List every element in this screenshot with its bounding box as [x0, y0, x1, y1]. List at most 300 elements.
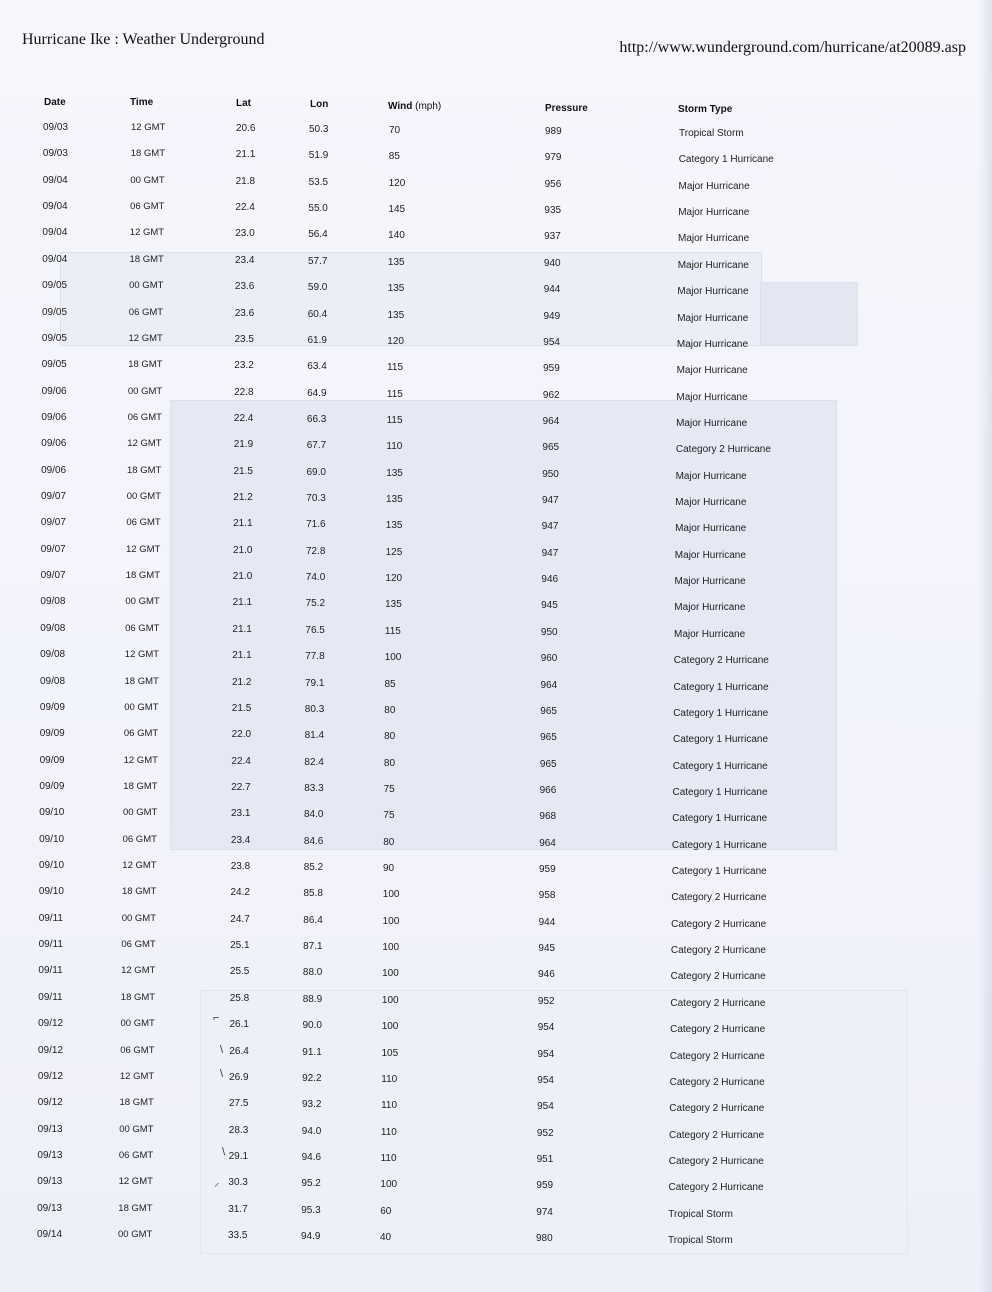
- cell-lat: 21.2: [233, 492, 253, 503]
- column-header-pressure: Pressure: [545, 103, 588, 114]
- cell-date: 09/06: [41, 411, 67, 423]
- cell-time: 06 GMT: [127, 411, 162, 423]
- cell-date: 09/11: [38, 912, 63, 924]
- cell-date: 09/11: [38, 965, 63, 977]
- cell-lat: 27.5: [229, 1098, 249, 1110]
- cell-lat: 21.9: [233, 439, 254, 451]
- cell-press: 962: [542, 389, 560, 401]
- cell-press: 965: [540, 705, 557, 717]
- cell-date: 09/08: [40, 649, 66, 661]
- cell-lon: 55.0: [308, 203, 328, 215]
- cell-press: 964: [542, 415, 560, 427]
- cell-wind: 75: [383, 783, 395, 795]
- cell-date: 09/08: [40, 675, 66, 687]
- cell-type: Major Hurricane: [678, 207, 750, 219]
- cell-time: 06 GMT: [120, 1044, 155, 1056]
- cell-wind: 135: [385, 520, 403, 532]
- cell-lon: 71.6: [306, 519, 326, 531]
- cell-time: 12 GMT: [129, 227, 165, 239]
- cell-press: 952: [537, 995, 555, 1007]
- cell-date: 09/12: [38, 1018, 64, 1030]
- column-header-storm-type: Storm Type: [678, 104, 733, 115]
- cell-wind: 135: [385, 599, 402, 611]
- cell-wind: 105: [381, 1047, 399, 1059]
- cell-type: Tropical Storm: [679, 128, 744, 139]
- cell-date: 09/13: [37, 1123, 63, 1135]
- cell-press: 946: [538, 969, 555, 981]
- cell-press: 954: [537, 1048, 555, 1060]
- cell-type: Category 2 Hurricane: [669, 1103, 765, 1115]
- cell-press: 954: [543, 336, 560, 348]
- cell-press: 950: [540, 626, 558, 638]
- cell-type: Category 1 Hurricane: [672, 786, 768, 798]
- bleed-through-banner: [60, 252, 762, 346]
- cell-time: 06 GMT: [130, 201, 165, 213]
- cell-time: 00 GMT: [120, 1018, 155, 1030]
- cell-lat: 21.2: [232, 676, 252, 688]
- cell-date: 09/09: [39, 728, 65, 740]
- cell-lat: 21.5: [231, 702, 252, 714]
- cell-press: 964: [540, 679, 558, 691]
- cell-lon: 94.0: [301, 1125, 322, 1137]
- cell-lat: 21.1: [232, 650, 252, 662]
- cell-lon: 79.1: [305, 677, 325, 689]
- cell-press: 945: [541, 600, 558, 612]
- cell-press: 945: [538, 943, 556, 955]
- cell-date: 09/05: [42, 306, 68, 318]
- column-header-date: Date: [44, 97, 66, 108]
- cell-wind: 115: [386, 414, 403, 426]
- cell-lon: 74.0: [305, 572, 326, 584]
- cell-type: Major Hurricane: [674, 628, 746, 640]
- cell-lon: 59.0: [307, 282, 328, 294]
- cell-press: 968: [539, 811, 557, 823]
- cell-wind: 145: [388, 204, 406, 216]
- cell-time: 06 GMT: [121, 939, 156, 951]
- cell-date: 09/10: [39, 833, 65, 845]
- cell-lat: 21.1: [233, 518, 253, 530]
- cell-date: 09/11: [38, 991, 63, 1003]
- cell-lat: 31.7: [228, 1203, 248, 1215]
- cell-lon: 75.2: [305, 598, 326, 610]
- cell-lat: 23.8: [230, 861, 251, 872]
- cell-time: 00 GMT: [129, 280, 164, 292]
- cell-press: 952: [536, 1127, 554, 1139]
- cell-wind: 120: [388, 177, 406, 189]
- cell-time: 18 GMT: [125, 570, 160, 582]
- cell-lon: 57.7: [308, 255, 328, 267]
- cell-type: Category 1 Hurricane: [672, 760, 768, 772]
- cell-lat: 23.5: [234, 333, 254, 345]
- cell-type: Category 2 Hurricane: [671, 892, 767, 904]
- cell-lon: 76.5: [305, 624, 325, 636]
- cell-wind: 120: [387, 335, 404, 347]
- cell-date: 09/14: [37, 1229, 63, 1240]
- cell-lon: 66.3: [306, 413, 327, 425]
- cell-lon: 90.0: [302, 1020, 322, 1032]
- cell-lat: 22.7: [231, 781, 251, 793]
- cell-type: Major Hurricane: [675, 470, 747, 482]
- cell-lat: 24.2: [230, 887, 250, 899]
- cell-date: 09/13: [37, 1149, 63, 1161]
- cell-date: 09/06: [41, 385, 67, 397]
- cell-time: 12 GMT: [128, 332, 163, 344]
- cell-type: Major Hurricane: [677, 312, 749, 324]
- cell-wind: 115: [386, 388, 403, 400]
- cell-press: 949: [543, 310, 561, 322]
- cell-lat: 21.1: [235, 149, 256, 161]
- column-header-wind-label: Wind: [388, 101, 413, 112]
- cell-date: 09/04: [42, 174, 68, 186]
- cell-lat: 25.1: [230, 940, 250, 952]
- cell-lon: 72.8: [306, 545, 326, 557]
- cell-lat: 23.0: [235, 228, 255, 240]
- cell-lon: 86.4: [303, 914, 323, 926]
- cell-lat: 23.4: [230, 834, 251, 846]
- bleed-through-map: [170, 400, 837, 850]
- cell-type: Category 1 Hurricane: [678, 154, 774, 166]
- cell-wind: 115: [384, 625, 401, 637]
- cell-date: 09/07: [41, 491, 67, 502]
- cell-time: 06 GMT: [126, 517, 161, 529]
- cell-type: Category 2 Hurricane: [668, 1182, 764, 1194]
- cell-time: 12 GMT: [126, 543, 161, 555]
- cell-wind: 80: [383, 757, 396, 769]
- cell-wind: 100: [381, 994, 399, 1006]
- cell-wind: 70: [389, 125, 401, 136]
- cell-date: 09/09: [39, 701, 65, 713]
- cell-lon: 84.0: [304, 809, 324, 821]
- cell-wind: 135: [386, 467, 403, 479]
- cell-lat: 23.4: [235, 254, 255, 266]
- cell-type: Major Hurricane: [674, 602, 746, 614]
- cell-lon: 91.1: [302, 1046, 322, 1058]
- cell-type: Tropical Storm: [668, 1235, 733, 1246]
- cell-wind: 120: [385, 573, 403, 585]
- cell-lon: 84.6: [303, 835, 324, 847]
- cell-time: 06 GMT: [122, 833, 157, 845]
- page-title: Hurricane Ike : Weather Underground: [22, 31, 265, 48]
- cell-press: 937: [544, 231, 561, 243]
- cell-type: Category 2 Hurricane: [668, 1155, 764, 1167]
- cell-press: 965: [539, 758, 557, 770]
- cell-type: Major Hurricane: [675, 523, 747, 535]
- cell-date: 09/07: [40, 570, 66, 582]
- cell-wind: 135: [387, 283, 405, 295]
- cell-type: Category 1 Hurricane: [671, 839, 767, 851]
- cell-lon: 95.3: [301, 1204, 321, 1216]
- cell-press: 965: [540, 732, 557, 744]
- cell-time: 18 GMT: [128, 359, 163, 371]
- cell-type: Category 1 Hurricane: [673, 681, 769, 693]
- cell-type: Category 2 Hurricane: [673, 655, 769, 667]
- cell-wind: 60: [380, 1205, 392, 1217]
- bleed-through-panel: [760, 282, 858, 346]
- cell-lon: 67.7: [306, 440, 327, 452]
- cell-wind: 135: [386, 494, 403, 505]
- cell-lat: 26.9: [229, 1071, 249, 1083]
- column-header-wind-unit: (mph): [415, 101, 442, 112]
- cell-lon: 85.8: [303, 888, 323, 900]
- cell-lat: 21.1: [232, 623, 252, 635]
- cell-date: 09/09: [39, 780, 65, 792]
- cell-press: 947: [541, 547, 559, 559]
- cell-time: 18 GMT: [119, 1097, 154, 1109]
- cell-type: Major Hurricane: [678, 180, 750, 192]
- cell-time: 12 GMT: [124, 649, 160, 661]
- cell-lat: 21.5: [233, 465, 253, 477]
- column-header-lat: Lat: [236, 98, 251, 109]
- cell-lat: 25.8: [229, 992, 250, 1004]
- cell-lat: 23.2: [234, 360, 254, 372]
- cell-lon: 63.4: [307, 361, 327, 373]
- cell-time: 00 GMT: [119, 1123, 154, 1135]
- cell-lon: 53.5: [308, 176, 329, 188]
- cell-wind: 100: [384, 652, 402, 664]
- cell-lon: 94.6: [301, 1151, 322, 1163]
- cell-lat: 23.6: [234, 307, 255, 319]
- cell-lon: 69.0: [306, 466, 326, 478]
- cell-press: 954: [537, 1022, 555, 1034]
- cell-time: 00 GMT: [121, 912, 156, 924]
- cell-lat: 20.6: [236, 123, 256, 134]
- cell-press: 951: [536, 1153, 554, 1165]
- cell-lon: 56.4: [308, 229, 328, 241]
- cell-type: Major Hurricane: [676, 391, 748, 403]
- cell-type: Category 1 Hurricane: [671, 866, 767, 877]
- cell-wind: 75: [383, 810, 395, 822]
- cell-press: 958: [538, 890, 556, 902]
- cell-wind: 140: [388, 230, 405, 242]
- cell-time: 18 GMT: [127, 464, 162, 476]
- cell-lat: 21.0: [233, 544, 253, 556]
- cell-wind: 100: [382, 968, 399, 980]
- cell-date: 09/04: [42, 253, 68, 265]
- cell-wind: 80: [384, 704, 396, 716]
- cell-date: 09/12: [38, 1044, 64, 1056]
- cell-press: 965: [542, 442, 560, 454]
- cell-time: 12 GMT: [121, 965, 156, 977]
- cell-wind: 100: [381, 1021, 399, 1033]
- cell-date: 09/13: [37, 1176, 63, 1188]
- cell-date: 09/07: [40, 543, 66, 555]
- cell-date: 09/10: [39, 807, 65, 819]
- column-header-wind: [388, 101, 441, 112]
- cell-lon: 50.3: [309, 124, 329, 135]
- cell-lon: 81.4: [304, 730, 325, 742]
- cell-time: 06 GMT: [128, 306, 164, 318]
- cell-lat: 30.3: [228, 1177, 248, 1189]
- cell-lat: 21.0: [232, 571, 253, 583]
- cell-date: 09/13: [37, 1202, 63, 1214]
- cell-date: 09/04: [42, 201, 68, 213]
- pen-mark: \: [220, 1044, 224, 1056]
- cell-time: 00 GMT: [124, 701, 159, 713]
- cell-lat: 22.4: [235, 202, 255, 214]
- cell-date: 09/10: [38, 886, 64, 898]
- cell-type: Category 2 Hurricane: [669, 1050, 765, 1062]
- cell-wind: 110: [380, 1152, 397, 1164]
- cell-date: 09/04: [42, 227, 68, 239]
- cell-type: Major Hurricane: [676, 338, 749, 350]
- cell-press: 956: [544, 178, 562, 190]
- cell-lon: 85.2: [303, 862, 324, 873]
- cell-time: 12 GMT: [127, 438, 162, 450]
- cell-time: 06 GMT: [123, 728, 159, 740]
- cell-time: 06 GMT: [118, 1149, 154, 1161]
- cell-date: 09/08: [40, 596, 66, 608]
- cell-date: 09/03: [42, 148, 68, 160]
- cell-press: 947: [541, 521, 559, 533]
- cell-type: Category 2 Hurricane: [675, 444, 771, 456]
- cell-date: 09/03: [43, 122, 69, 133]
- cell-lon: 88.0: [302, 967, 323, 979]
- pen-mark: ⸝: [214, 1177, 220, 1189]
- cell-type: Category 1 Hurricane: [672, 813, 768, 825]
- cell-type: Category 2 Hurricane: [669, 1076, 765, 1088]
- cell-time: 00 GMT: [118, 1229, 153, 1240]
- cell-lat: 22.4: [233, 412, 254, 424]
- cell-lon: 80.3: [304, 703, 325, 715]
- cell-lon: 88.9: [302, 993, 323, 1005]
- cell-lon: 70.3: [306, 493, 326, 504]
- cell-press: 974: [536, 1206, 553, 1218]
- cell-lon: 87.1: [303, 941, 323, 953]
- cell-press: 947: [542, 495, 559, 506]
- cell-lon: 77.8: [305, 651, 325, 663]
- cell-date: 09/06: [41, 464, 67, 476]
- cell-date: 09/11: [38, 939, 63, 951]
- cell-lat: 29.1: [228, 1150, 249, 1162]
- cell-lat: 21.1: [232, 597, 253, 609]
- cell-lon: 92.2: [302, 1072, 322, 1084]
- column-header-time: Time: [130, 97, 154, 108]
- cell-wind: 110: [381, 1073, 398, 1085]
- cell-press: 964: [539, 837, 556, 849]
- cell-type: Category 2 Hurricane: [669, 1129, 765, 1141]
- pen-mark: \: [220, 1068, 224, 1080]
- cell-date: 09/12: [37, 1070, 63, 1082]
- cell-type: Tropical Storm: [668, 1208, 733, 1220]
- cell-type: Category 2 Hurricane: [671, 918, 767, 930]
- cell-date: 09/06: [41, 438, 67, 450]
- cell-wind: 90: [383, 863, 395, 874]
- cell-date: 09/08: [40, 622, 66, 634]
- cell-wind: 115: [387, 362, 404, 374]
- cell-date: 09/09: [39, 754, 65, 766]
- cell-date: 09/05: [41, 332, 67, 344]
- cell-time: 12 GMT: [118, 1176, 153, 1188]
- cell-time: 12 GMT: [123, 754, 158, 766]
- cell-lon: 94.9: [301, 1231, 321, 1242]
- cell-type: Major Hurricane: [674, 549, 746, 561]
- cell-time: 12 GMT: [131, 122, 166, 133]
- cell-wind: 40: [380, 1232, 392, 1243]
- cell-time: 00 GMT: [126, 491, 161, 502]
- cell-press: 959: [539, 864, 556, 875]
- cell-lat: 23.1: [231, 808, 251, 820]
- cell-date: 09/05: [41, 359, 67, 371]
- cell-press: 944: [538, 916, 556, 928]
- cell-lon: 60.4: [307, 308, 328, 320]
- cell-press: 935: [544, 205, 562, 217]
- cell-time: 18 GMT: [118, 1202, 153, 1214]
- cell-lat: 21.8: [235, 175, 256, 187]
- cell-date: 09/05: [42, 280, 68, 292]
- cell-wind: 110: [386, 441, 403, 453]
- cell-lat: 24.7: [230, 913, 250, 925]
- cell-wind: 100: [380, 1179, 398, 1191]
- cell-lon: 93.2: [302, 1099, 322, 1111]
- cell-press: 959: [543, 363, 560, 375]
- cell-wind: 110: [380, 1126, 397, 1138]
- cell-time: 18 GMT: [120, 991, 156, 1003]
- cell-time: 12 GMT: [119, 1070, 155, 1082]
- cell-type: Category 2 Hurricane: [670, 1024, 766, 1036]
- cell-wind: 80: [384, 731, 396, 743]
- cell-type: Major Hurricane: [676, 365, 748, 377]
- cell-lon: 95.2: [301, 1178, 321, 1190]
- cell-wind: 110: [381, 1100, 398, 1112]
- cell-press: 959: [536, 1180, 554, 1192]
- scan-edge-shadow: [978, 0, 992, 1292]
- cell-type: Major Hurricane: [676, 417, 748, 429]
- cell-time: 18 GMT: [129, 253, 164, 265]
- cell-time: 00 GMT: [127, 385, 163, 397]
- cell-wind: 135: [387, 256, 405, 268]
- cell-wind: 85: [388, 151, 400, 163]
- cell-wind: 125: [385, 546, 403, 558]
- cell-press: 954: [537, 1074, 554, 1086]
- cell-time: 00 GMT: [125, 596, 160, 608]
- cell-type: Category 1 Hurricane: [673, 707, 769, 719]
- page-url: http://www.wunderground.com/hurricane/at20089.asp: [619, 39, 966, 56]
- cell-date: 09/12: [37, 1097, 63, 1109]
- cell-lat: 22.0: [231, 729, 252, 741]
- cell-lat: 22.8: [234, 386, 254, 398]
- cell-press: 950: [542, 468, 559, 480]
- cell-press: 979: [544, 152, 562, 164]
- cell-type: Category 1 Hurricane: [673, 734, 769, 746]
- cell-lat: 22.4: [231, 755, 251, 767]
- cell-press: 940: [543, 257, 561, 269]
- cell-type: Category 2 Hurricane: [670, 971, 766, 983]
- cell-time: 18 GMT: [123, 780, 158, 792]
- cell-press: 946: [541, 574, 559, 586]
- cell-lat: 26.4: [229, 1045, 249, 1057]
- cell-type: Major Hurricane: [677, 259, 749, 271]
- cell-lon: 51.9: [308, 150, 329, 162]
- cell-type: Major Hurricane: [675, 497, 747, 508]
- pen-mark: \: [222, 1146, 226, 1158]
- cell-press: 966: [539, 784, 557, 796]
- cell-press: 980: [536, 1233, 553, 1244]
- cell-date: 09/10: [39, 860, 65, 871]
- cell-wind: 135: [387, 309, 405, 321]
- cell-lon: 83.3: [304, 782, 324, 794]
- cell-press: 954: [537, 1101, 554, 1113]
- cell-lat: 33.5: [228, 1230, 248, 1241]
- cell-wind: 85: [384, 678, 396, 690]
- cell-lon: 82.4: [304, 756, 324, 768]
- cell-time: 06 GMT: [125, 622, 160, 634]
- cell-time: 18 GMT: [124, 675, 159, 687]
- cell-type: Major Hurricane: [677, 286, 749, 298]
- cell-wind: 100: [382, 889, 400, 901]
- cell-wind: 100: [382, 915, 400, 927]
- cell-lon: 64.9: [307, 387, 327, 399]
- cell-time: 00 GMT: [123, 807, 158, 819]
